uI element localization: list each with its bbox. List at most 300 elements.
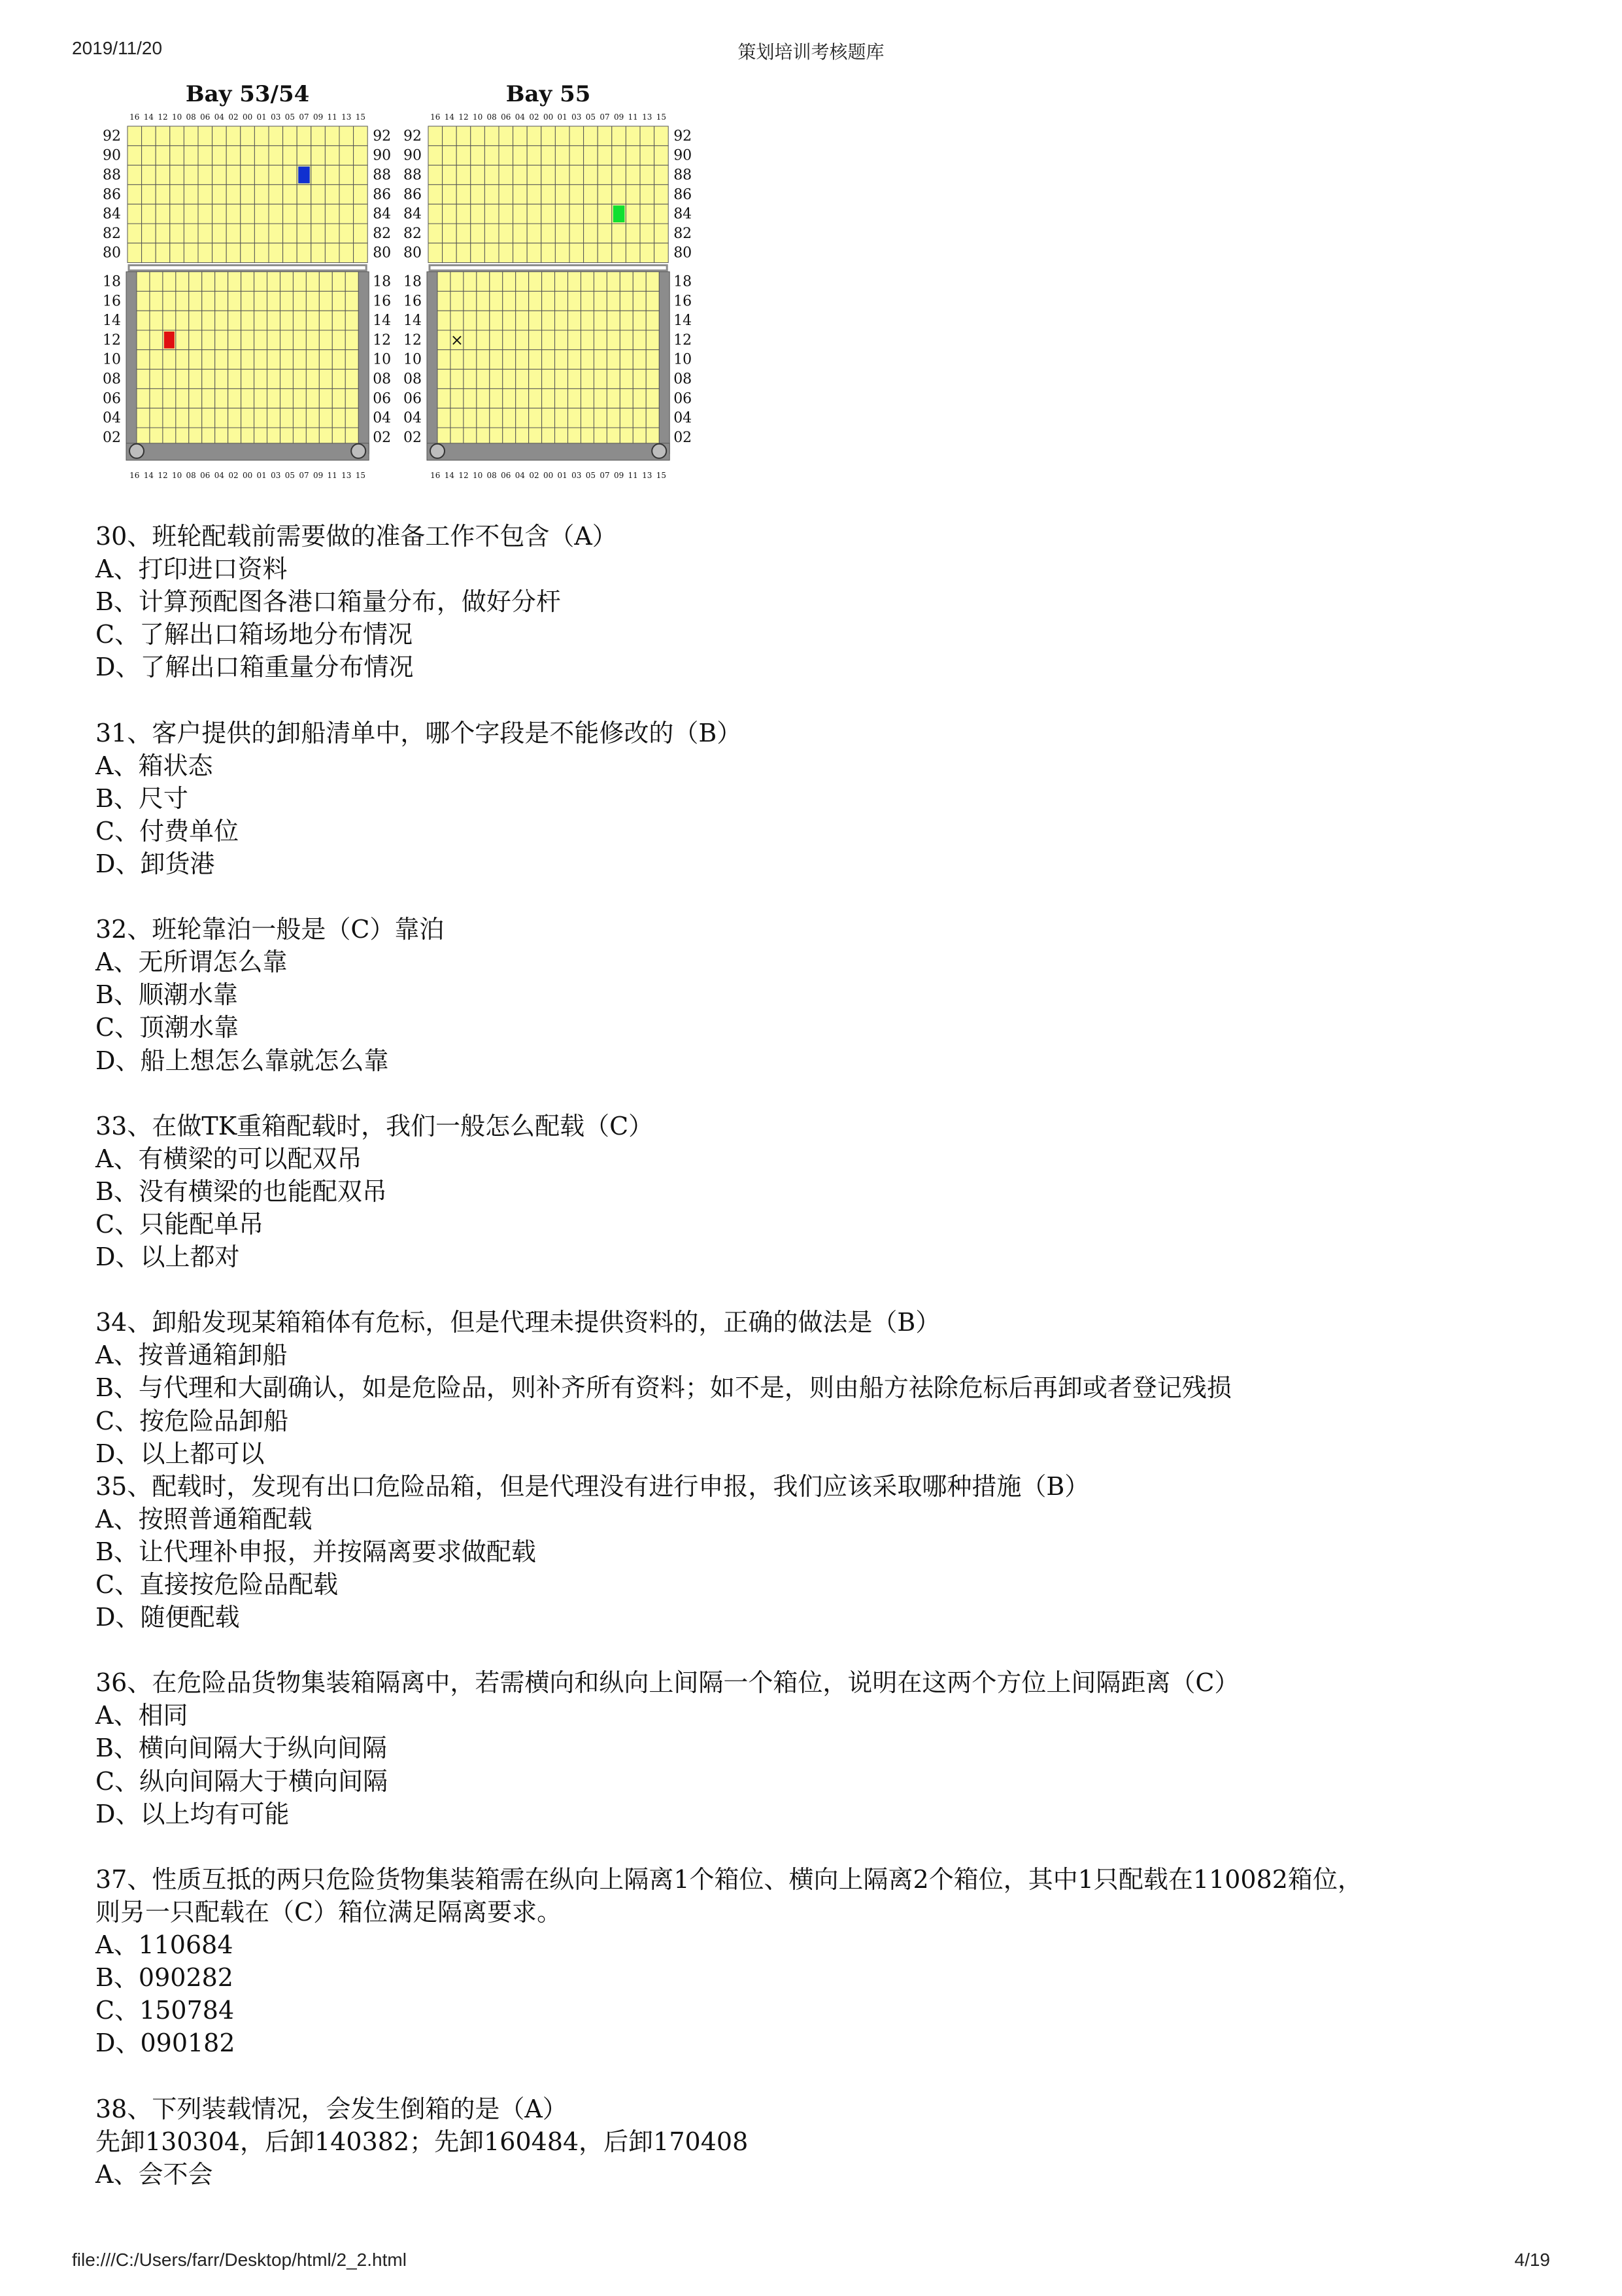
- deck-slot: [170, 204, 184, 224]
- question-stem: 36、在危险品货物集装箱隔离中，若需横向和纵向上间隔一个箱位，说明在这两个方位上间隔距离（C）: [95, 1668, 1240, 1698]
- deck-slot: [471, 146, 485, 165]
- hold-slot: [477, 369, 490, 389]
- hold-slot: [293, 408, 306, 428]
- hold-slot: [241, 291, 254, 311]
- hold-slot: [555, 350, 568, 369]
- hold-slot: [542, 272, 555, 292]
- question-30: [95, 520, 1573, 683]
- hold-slot: [594, 408, 607, 428]
- hold-slot: [267, 291, 280, 311]
- column-label: 04: [214, 471, 225, 480]
- deck-slot: [339, 204, 354, 224]
- tier-label: 18: [373, 273, 392, 290]
- column-label: 06: [501, 471, 511, 480]
- hold-slot: [176, 311, 189, 330]
- deck-slot: [626, 224, 640, 243]
- deck-slot: [513, 204, 528, 224]
- tier-label: 10: [103, 351, 121, 368]
- deck-slot: [626, 126, 640, 146]
- option-d: D、了解出口箱重量分布情况: [95, 653, 414, 682]
- deck-slot: [584, 224, 598, 243]
- hold-slot: [594, 350, 607, 369]
- deck-slot: [142, 184, 156, 204]
- hold-corner-circle: [430, 444, 445, 458]
- tier-label: 16: [403, 293, 422, 310]
- deck-slot: [428, 243, 443, 263]
- tier-label: 90: [673, 147, 692, 164]
- tier-label: 16: [103, 293, 121, 310]
- deck-slot: [513, 243, 528, 263]
- hold-slot: [503, 311, 516, 330]
- hold-slot: [646, 388, 659, 408]
- deck-slot: [484, 165, 499, 185]
- deck-slot: [499, 204, 513, 224]
- column-label: 00: [242, 471, 253, 480]
- deck-slot: [170, 165, 184, 185]
- hold-corner-circle: [351, 444, 365, 458]
- deck-slot: [325, 146, 339, 165]
- hold-wall-left: [427, 272, 437, 454]
- hold-slot: [555, 272, 568, 292]
- column-label: 08: [186, 112, 196, 122]
- tier-label: 14: [103, 313, 121, 330]
- hold-slot: [202, 330, 215, 350]
- column-label: 11: [327, 471, 337, 480]
- option-d: D、卸货港: [95, 849, 215, 878]
- deck-slot: [598, 165, 612, 185]
- hold-slot: [620, 350, 633, 369]
- hold-slot: [150, 291, 163, 311]
- deck-slot: [127, 165, 142, 185]
- deck-slot: [297, 126, 311, 146]
- column-label: 06: [501, 112, 511, 122]
- hold-slot: [228, 330, 241, 350]
- deck-slot: [527, 204, 541, 224]
- marked-slot: [613, 205, 625, 222]
- hold-slot: [503, 388, 516, 408]
- deck-slot: [142, 165, 156, 185]
- hold-slot: [607, 350, 620, 369]
- hold-slot: [490, 388, 503, 408]
- header-date: 2019/11/20: [72, 38, 163, 58]
- hold-slot: [202, 369, 215, 389]
- hold-slot: [450, 311, 464, 330]
- column-label: 08: [486, 471, 497, 480]
- hold-slot: [529, 408, 542, 428]
- column-label: 11: [628, 471, 638, 480]
- marked-slot: [298, 167, 310, 184]
- deck-slot: [428, 126, 443, 146]
- hold-slot: [464, 350, 477, 369]
- option-a: A、无所谓怎么靠: [95, 948, 288, 977]
- hold-slot: [163, 408, 176, 428]
- tier-label: 80: [103, 245, 121, 262]
- hold-slot: [332, 350, 345, 369]
- option-a: A、110684: [95, 1930, 233, 1960]
- deck-slot: [569, 165, 584, 185]
- hold-slot: [280, 330, 293, 350]
- hold-corner-circle: [652, 444, 666, 458]
- deck-slot: [541, 224, 556, 243]
- hold-slot: [215, 330, 228, 350]
- hold-slot: [215, 291, 228, 311]
- hold-slot: [503, 350, 516, 369]
- hold-slot: [464, 369, 477, 389]
- hold-slot: [581, 330, 594, 350]
- tier-label: 12: [673, 332, 692, 349]
- hold-slot: [450, 369, 464, 389]
- tier-label: 80: [403, 245, 422, 262]
- hold-slot: [503, 369, 516, 389]
- option-b: B、与代理和大副确认，如是危险品，则补齐所有资料；如不是，则由船方祛除危标后再卸或者登记残损: [95, 1373, 1232, 1403]
- hold-slot: [633, 311, 646, 330]
- hold-slot: [137, 350, 150, 369]
- column-label: 15: [355, 471, 366, 480]
- tier-label: 86: [403, 186, 422, 203]
- deck-slot: [226, 224, 241, 243]
- deck-slot: [311, 165, 326, 185]
- tier-label: 02: [673, 429, 692, 446]
- hold-slot: [267, 330, 280, 350]
- deck-slot: [198, 204, 212, 224]
- deck-slot: [654, 126, 669, 146]
- deck-slot: [311, 204, 326, 224]
- question-stem: 35、配载时，发现有出口危险品箱，但是代理没有进行申报，我们应该采取哪种措施（B）: [95, 1471, 1090, 1501]
- tier-label: 84: [403, 206, 422, 223]
- option-b: B、顺潮水靠: [95, 980, 238, 1010]
- tier-label: 88: [373, 167, 392, 184]
- tier-label: 14: [373, 313, 392, 330]
- column-label: 04: [515, 112, 526, 122]
- hold-slot: [529, 330, 542, 350]
- hold-slot: [633, 272, 646, 292]
- column-label: 13: [341, 112, 352, 122]
- deck-slot: [184, 184, 198, 204]
- deck-slot: [555, 204, 569, 224]
- deck-slot: [254, 184, 269, 204]
- deck-slot: [184, 224, 198, 243]
- hold-slot: [332, 388, 345, 408]
- hold-slot: [241, 330, 254, 350]
- hold-slot: [176, 350, 189, 369]
- hold-slot: [594, 272, 607, 292]
- deck-slot: [269, 184, 283, 204]
- column-label: 05: [585, 471, 596, 480]
- column-label: 03: [271, 112, 281, 122]
- deck-slot: [212, 243, 227, 263]
- deck-slot: [156, 204, 170, 224]
- hold-slot: [163, 369, 176, 389]
- deck-slot: [354, 204, 368, 224]
- deck-slot: [456, 126, 471, 146]
- hold-slot: [254, 272, 267, 292]
- deck-slot: [283, 126, 297, 146]
- deck-slot: [484, 204, 499, 224]
- hold-slot: [477, 388, 490, 408]
- tier-label: 04: [673, 410, 692, 427]
- hold-slot: [620, 291, 633, 311]
- option-c: C、顶潮水靠: [95, 1013, 239, 1042]
- hold-slot: [202, 350, 215, 369]
- deck-slot: [428, 184, 443, 204]
- tier-label: 12: [373, 332, 392, 349]
- tier-label: 92: [403, 128, 422, 145]
- bay-plan-figure: [92, 62, 739, 487]
- column-label: 13: [642, 471, 652, 480]
- hold-slot: [254, 291, 267, 311]
- deck-slot: [283, 165, 297, 185]
- deck-slot: [527, 224, 541, 243]
- hold-slot: [215, 272, 228, 292]
- deck-slot: [297, 146, 311, 165]
- hold-slot: [594, 369, 607, 389]
- deck-slot: [484, 146, 499, 165]
- hold-slot: [241, 311, 254, 330]
- hold-slot: [581, 369, 594, 389]
- deck-slot: [325, 184, 339, 204]
- option-d: D、以上都对: [95, 1242, 240, 1272]
- hold-slot: [555, 388, 568, 408]
- hold-slot: [293, 272, 306, 292]
- deck-slot: [142, 146, 156, 165]
- deck-slot: [584, 184, 598, 204]
- tier-label: 88: [673, 167, 692, 184]
- deck-slot: [584, 204, 598, 224]
- column-label: 12: [158, 112, 168, 122]
- tier-label: 82: [403, 225, 422, 242]
- column-label: 01: [256, 471, 267, 480]
- deck-slot: [184, 146, 198, 165]
- hold-slot: [345, 330, 358, 350]
- hold-slot: [306, 291, 319, 311]
- hold-slot: [620, 311, 633, 330]
- deck-slot: [142, 224, 156, 243]
- deck-slot: [297, 243, 311, 263]
- option-c: C、150784: [95, 1996, 235, 2025]
- deck-slot: [269, 165, 283, 185]
- option-d: D、随便配载: [95, 1603, 240, 1632]
- hold-slot: [568, 330, 581, 350]
- hold-slot: [202, 408, 215, 428]
- column-label: 11: [628, 112, 638, 122]
- tier-label: 82: [103, 225, 121, 242]
- deck-slot: [339, 165, 354, 185]
- column-label: 07: [600, 112, 610, 122]
- hold-slot: [241, 408, 254, 428]
- column-label: 09: [313, 112, 324, 122]
- hold-slot: [529, 388, 542, 408]
- option-d: D、以上均有可能: [95, 1799, 290, 1828]
- header-title: 策划培训考核题库: [737, 42, 885, 62]
- option-b: B、没有横梁的也能配双吊: [95, 1176, 387, 1206]
- question-stem: 38、下列装载情况，会发生倒箱的是（A）: [95, 2094, 567, 2123]
- deck-slot: [612, 224, 626, 243]
- option-b: B、尺寸: [95, 783, 188, 813]
- hold-slot: [555, 311, 568, 330]
- column-label: 13: [341, 471, 352, 480]
- hold-slot: [490, 291, 503, 311]
- deck-slot: [654, 146, 669, 165]
- deck-slot: [339, 126, 354, 146]
- deck-slot: [184, 243, 198, 263]
- hold-slot: [228, 369, 241, 389]
- deck-slot: [311, 243, 326, 263]
- hold-slot: [319, 272, 332, 292]
- hold-slot: [293, 350, 306, 369]
- column-label: 16: [129, 471, 140, 480]
- tier-label: 86: [373, 186, 392, 203]
- tier-label: 86: [673, 186, 692, 203]
- question-stem: 37、性质互抵的两只危险货物集装箱需在纵向上隔离1个箱位、横向上隔离2个箱位，其中1只配载在110082箱位，: [95, 1864, 1362, 1894]
- hold-slot: [332, 408, 345, 428]
- column-label: 10: [472, 471, 483, 480]
- hold-slot: [215, 388, 228, 408]
- column-label: 03: [571, 471, 582, 480]
- hold-slot: [620, 272, 633, 292]
- deck-slot: [241, 146, 255, 165]
- hold-slot: [437, 311, 450, 330]
- option-a: A、有横梁的可以配双吊: [95, 1144, 362, 1173]
- hold-slot: [568, 311, 581, 330]
- hold-slot: [568, 291, 581, 311]
- column-label: 16: [430, 471, 441, 480]
- deck-slot: [184, 204, 198, 224]
- hold-bottom: [427, 443, 669, 460]
- hold-slot: [267, 369, 280, 389]
- option-a: A、相同: [95, 1701, 188, 1730]
- tier-label: 04: [373, 410, 392, 427]
- deck-slot: [198, 243, 212, 263]
- tier-label: 82: [373, 225, 392, 242]
- deck-slot: [484, 126, 499, 146]
- column-label: 06: [200, 112, 211, 122]
- deck-slot: [471, 165, 485, 185]
- column-label: 09: [613, 112, 624, 122]
- hold-slot: [163, 350, 176, 369]
- deck-slot: [142, 243, 156, 263]
- deck-slot: [254, 243, 269, 263]
- deck-slot: [598, 224, 612, 243]
- deck-slot: [212, 165, 227, 185]
- deck-slot: [325, 243, 339, 263]
- deck-slot: [584, 243, 598, 263]
- hold-slot: [228, 272, 241, 292]
- column-label: 00: [543, 112, 554, 122]
- deck-slot: [484, 243, 499, 263]
- hold-slot: [529, 350, 542, 369]
- hold-slot: [516, 330, 529, 350]
- option-a: A、会不会: [95, 2159, 213, 2189]
- deck-slot: [428, 224, 443, 243]
- tier-label: 84: [373, 206, 392, 223]
- option-c: C、付费单位: [95, 816, 239, 846]
- column-label: 09: [313, 471, 324, 480]
- deck-slot: [428, 146, 443, 165]
- option-a: A、按照普通箱配载: [95, 1504, 313, 1534]
- hold-slot: [202, 388, 215, 408]
- deck-slot: [127, 243, 142, 263]
- deck-slot: [456, 224, 471, 243]
- deck-slot: [241, 126, 255, 146]
- hold-slot: [646, 311, 659, 330]
- deck-slot: [156, 165, 170, 185]
- hold-slot: [464, 291, 477, 311]
- tier-label: 06: [373, 390, 392, 407]
- hold-slot: [607, 330, 620, 350]
- hold-slot: [150, 350, 163, 369]
- column-label: 15: [355, 112, 366, 122]
- column-label: 09: [613, 471, 624, 480]
- deck-slot: [156, 146, 170, 165]
- hold-slot: [189, 350, 202, 369]
- hold-slot: [189, 291, 202, 311]
- hold-slot: [293, 330, 306, 350]
- hold-slot: [464, 388, 477, 408]
- deck-slot: [354, 165, 368, 185]
- hold-slot: [555, 291, 568, 311]
- hold-slot: [150, 408, 163, 428]
- hold-slot: [503, 330, 516, 350]
- deck-slot: [456, 165, 471, 185]
- hold-slot: [620, 369, 633, 389]
- deck-slot: [626, 165, 640, 185]
- deck-slot: [283, 184, 297, 204]
- deck-slot: [297, 224, 311, 243]
- deck-slot: [499, 126, 513, 146]
- hold-slot: [189, 272, 202, 292]
- hold-slot: [241, 388, 254, 408]
- question-34: [95, 1306, 1573, 1469]
- deck-slot: [598, 146, 612, 165]
- deck-slot: [198, 126, 212, 146]
- column-label: 16: [430, 112, 441, 122]
- tier-label: 06: [673, 390, 692, 407]
- hold-slot: [516, 291, 529, 311]
- hold-slot: [293, 311, 306, 330]
- hold-slot: [280, 388, 293, 408]
- hold-slot: [137, 408, 150, 428]
- tier-label: 82: [673, 225, 692, 242]
- deck-slot: [654, 184, 669, 204]
- deck-slot: [198, 184, 212, 204]
- deck-slot: [198, 224, 212, 243]
- hold-slot: [228, 408, 241, 428]
- tier-label: 14: [673, 313, 692, 330]
- deck-slot: [325, 224, 339, 243]
- column-label: 02: [529, 112, 539, 122]
- option-b: B、090282: [95, 1963, 233, 1993]
- column-label: 02: [529, 471, 539, 480]
- hold-slot: [163, 388, 176, 408]
- hold-slot: [633, 350, 646, 369]
- hold-slot: [529, 291, 542, 311]
- hold-slot: [594, 330, 607, 350]
- deck-slot: [443, 165, 457, 185]
- deck-slot: [654, 204, 669, 224]
- deck-slot: [254, 224, 269, 243]
- option-b: B、让代理补申报，并按隔离要求做配载: [95, 1537, 536, 1566]
- column-label: 08: [486, 112, 497, 122]
- deck-slot: [555, 224, 569, 243]
- hold-slot: [280, 291, 293, 311]
- deck-slot: [142, 126, 156, 146]
- hold-slot: [189, 408, 202, 428]
- tier-label: 92: [373, 128, 392, 145]
- deck-slot: [339, 224, 354, 243]
- deck-slot: [283, 204, 297, 224]
- deck-slot: [499, 224, 513, 243]
- deck-slot: [513, 165, 528, 185]
